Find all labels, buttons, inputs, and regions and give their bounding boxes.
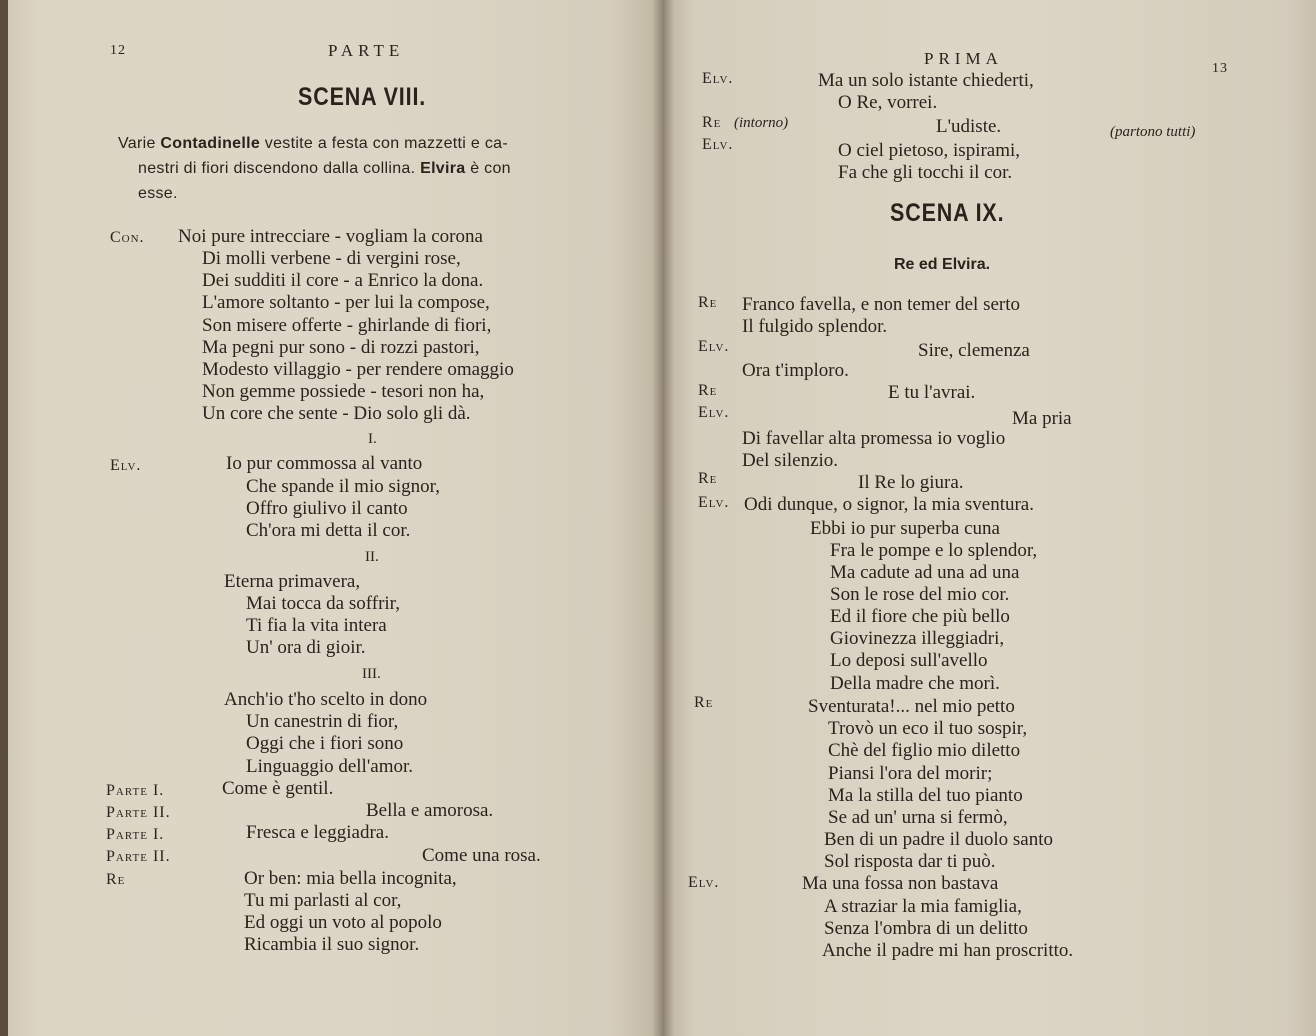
- speaker-label: Re: [698, 470, 718, 487]
- verse-line: Ed oggi un voto al popolo: [244, 912, 442, 933]
- stanza-numeral: I.: [368, 431, 377, 447]
- verse-line: Di favellar alta promessa io voglio: [742, 428, 1006, 449]
- verse-line: Sol risposta dar ti può.: [824, 851, 996, 872]
- verse-line: Piansi l'ora del morir;: [828, 763, 993, 784]
- verse-line: Non gemme possiede - tesori non ha,: [202, 381, 485, 402]
- verse-line: Sventurata!... nel mio petto: [808, 696, 1015, 717]
- verse-line: L'amore soltanto - per lui la compose,: [202, 292, 490, 313]
- verse-line: Un' ora di gioir.: [246, 637, 366, 658]
- verse-line: Fa che gli tocchi il cor.: [838, 162, 1013, 183]
- verse-line: Come una rosa.: [422, 845, 541, 866]
- page-number-right: 13: [1212, 61, 1228, 76]
- verse-line: Franco favella, e non temer del serto: [742, 294, 1021, 315]
- verse-line: Ed il fiore che più bello: [830, 606, 1010, 627]
- verse-line: Linguaggio dell'amor.: [246, 756, 414, 777]
- verse-line: Ma pria: [1012, 408, 1072, 429]
- verse-line: Ben di un padre il duolo santo: [824, 829, 1054, 850]
- stage-description-line1: [118, 132, 508, 156]
- desc-text: nestri di fiori discendono dalla collina.: [138, 160, 421, 177]
- verse-line: Ricambia il suo signor.: [244, 934, 420, 955]
- verse-line: Che spande il mio signor,: [246, 476, 440, 497]
- speaker-label: Re: [106, 871, 126, 888]
- right-page: [662, 0, 1316, 1036]
- verse-line: Bella e amorosa.: [366, 800, 494, 821]
- stage-description-line2: [138, 157, 511, 181]
- stage-direction-partono: (partono tutti): [1110, 124, 1196, 140]
- speaker-label: Elv.: [688, 874, 720, 891]
- page-edge: [0, 0, 8, 1036]
- running-header-right: PRIMA: [924, 49, 1003, 68]
- verse-line: Ma un solo istante chiederti,: [818, 70, 1034, 91]
- verse-line: Odi dunque, o signor, la mia sventura.: [744, 494, 1034, 515]
- speaker-label: Elv.: [702, 70, 734, 87]
- verse-line: Ti fia la vita intera: [246, 615, 387, 636]
- verse-line: Modesto villaggio - per rendere omaggio: [202, 359, 514, 380]
- page-number-left: 12: [110, 43, 126, 58]
- running-header-left: PARTE: [328, 41, 405, 60]
- verse-line: Ora t'imploro.: [742, 360, 849, 381]
- speaker-label: Re: [694, 694, 714, 711]
- verse-line: Sire, clemenza: [918, 340, 1030, 361]
- verse-line: Oggi che i fiori sono: [246, 733, 404, 754]
- verse-line: Ma una fossa non bastava: [802, 873, 999, 894]
- verse-line: Il fulgido splendor.: [742, 316, 888, 337]
- verse-line: Di molli verbene - di vergini rose,: [202, 248, 461, 269]
- speaker-label: Elv.: [110, 457, 142, 474]
- verse-line: Trovò un eco il tuo sospir,: [828, 718, 1028, 739]
- verse-line: Mai tocca da soffrir,: [246, 593, 400, 614]
- speaker-label: Parte I.: [106, 826, 165, 843]
- verse-line: Son le rose del mio cor.: [830, 584, 1010, 605]
- verse-line: Ma cadute ad una ad una: [830, 562, 1020, 583]
- verse-line: Anche il padre mi han proscritto.: [822, 940, 1074, 961]
- verse-line: Ebbi io pur superba cuna: [810, 518, 1000, 539]
- verse-line: Chè del figlio mio diletto: [828, 740, 1021, 761]
- speaker-label: Re: [698, 294, 718, 311]
- verse-line: O ciel pietoso, ispirami,: [838, 140, 1021, 161]
- book-gutter: [652, 0, 674, 1036]
- speaker-label: Elv.: [698, 404, 730, 421]
- verse-line: Ch'ora mi detta il cor.: [246, 520, 411, 541]
- desc-text: vestite a festa con mazzetti e ca-: [260, 135, 508, 152]
- desc-text: Varie: [118, 135, 161, 152]
- verse-line: Giovinezza illeggiadri,: [830, 628, 1005, 649]
- speaker-label: Parte II.: [106, 804, 171, 821]
- verse-line: Della madre che morì.: [830, 673, 1000, 694]
- verse-line: E tu l'avrai.: [888, 382, 976, 403]
- speaker-label: Elv.: [702, 136, 734, 153]
- scene-subtitle: Re ed Elvira.: [894, 256, 991, 273]
- verse-line: Un canestrin di fior,: [246, 711, 399, 732]
- speaker-label: Con.: [110, 229, 145, 246]
- verse-line: Ma pegni pur sono - di rozzi pastori,: [202, 337, 480, 358]
- verse-line: Un core che sente - Dio solo gli dà.: [202, 403, 471, 424]
- verse-line: Fra le pompe e lo splendor,: [830, 540, 1038, 561]
- desc-text: è con: [465, 160, 511, 177]
- verse-line: L'udiste.: [936, 116, 1002, 137]
- verse-line: Son misere offerte - ghirlande di fiori,: [202, 315, 492, 336]
- scene-title-viii: SCENA VIII.: [298, 83, 427, 111]
- speaker-label: Re: [698, 382, 718, 399]
- verse-line: O Re, vorrei.: [838, 92, 938, 113]
- verse-line: Dei sudditi il core - a Enrico la dona.: [202, 270, 484, 291]
- stanza-numeral: II.: [365, 549, 379, 565]
- verse-line: Or ben: mia bella incognita,: [244, 868, 457, 889]
- speaker-label: Elv.: [698, 494, 730, 511]
- verse-line: Io pur commossa al vanto: [226, 453, 423, 474]
- verse-line: A straziar la mia famiglia,: [824, 896, 1022, 917]
- verse-line: Anch'io t'ho scelto in dono: [224, 689, 428, 710]
- stage-description-line3: esse.: [138, 185, 178, 202]
- verse-line: Fresca e leggiadra.: [246, 822, 389, 843]
- verse-line: Offro giulivo il canto: [246, 498, 408, 519]
- verse-line: Del silenzio.: [742, 450, 839, 471]
- verse-line: Eterna primavera,: [224, 571, 361, 592]
- verse-line: Tu mi parlasti al cor,: [244, 890, 402, 911]
- verse-line: Ma la stilla del tuo pianto: [828, 785, 1023, 806]
- verse-line: Come è gentil.: [222, 778, 334, 799]
- desc-bold-elvira: Elvira: [420, 160, 466, 177]
- stanza-numeral: III.: [362, 666, 381, 682]
- verse-line: Il Re lo giura.: [858, 472, 964, 493]
- scene-title-ix: SCENA IX.: [890, 199, 1005, 227]
- speaker-label: Elv.: [698, 338, 730, 355]
- speaker-label: Re: [702, 114, 722, 131]
- verse-line: Senza l'ombra di un delitto: [824, 918, 1028, 939]
- desc-bold-contadinelle: Contadinelle: [160, 135, 261, 152]
- verse-line: Lo deposi sull'avello: [830, 650, 988, 671]
- stage-direction-intorno: (intorno): [734, 115, 789, 131]
- verse-line: Se ad un' urna si fermò,: [828, 807, 1008, 828]
- speaker-label: Parte II.: [106, 848, 171, 865]
- verse-line: Noi pure intrecciare - vogliam la corona: [178, 226, 483, 247]
- speaker-label: Parte I.: [106, 782, 165, 799]
